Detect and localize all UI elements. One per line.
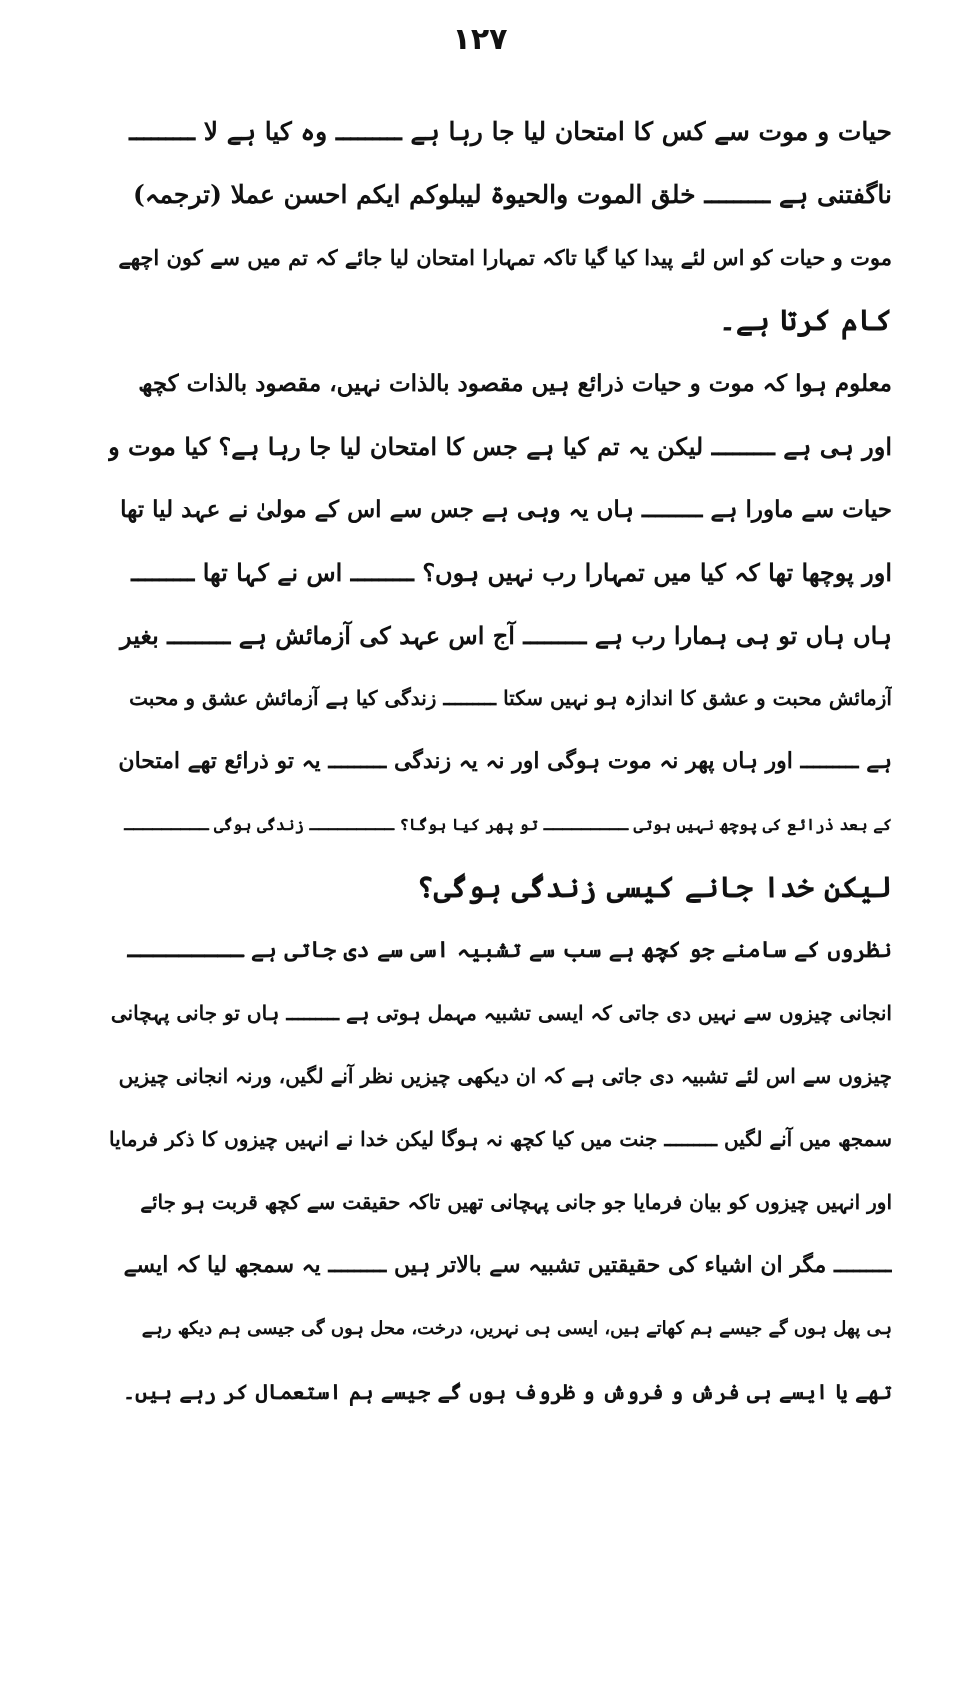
paragraph-2 <box>108 352 892 919</box>
text-line: انجانی چیزوں سے نہیں دی جاتی کہ ایسی تشبیہ مہمل ہوتی ہے ـــــــــ ہاں تو جانی پہچانی <box>110 1001 892 1025</box>
text-line: چیزوں سے اس لئے تشبیہ دی جاتی ہے کہ ان دیکھی چیزیں نظر آنے لگیں، ورنہ انجانی چیزیں <box>118 1064 892 1088</box>
text-line: ـــــــــ مگر ان اشیاء کی حقیقتیں تشبیہ سے بالاتر ہیں ـــــــــ یہ سمجھ لیا کہ ایسے <box>123 1252 892 1278</box>
text-line: حیات و موت سے کس کا امتحان لیا جا رہا ہے ـــــــــ وہ کیا ہے لا ـــــــــ <box>129 117 892 146</box>
text-line: ہی پھل ہوں گے جیسے ہم کھاتے ہیں، ایسی ہی نہریں، درخت، محل ہوں گی جیسی ہم دیکھ رہے <box>141 1318 892 1339</box>
text-line: اور ہی ہے ـــــــــ لیکن یہ تم کیا ہے جس کا امتحان لیا جا رہا ہے؟ کیا موت و <box>108 432 892 461</box>
paragraph-3 <box>108 919 892 1423</box>
text-line: اور پوچھا تھا کہ کیا میں تمہارا رب نہیں ہوں؟ ـــــــــ اس نے کہا تھا ـــــــــ <box>131 558 892 587</box>
text-line: ہاں ہاں تو ہی ہمارا رب ہے ـــــــــ آج اس عہد کی آزمائش ہے ـــــــــ بغیر <box>120 621 892 650</box>
text-line: کام کرتا ہے۔ <box>718 303 892 337</box>
text-line: موت و حیات کو اس لئے پیدا کیا گیا تاکہ تمہارا امتحان لیا جائے کہ تم میں سے کون اچھے <box>118 245 892 270</box>
body-text <box>108 100 892 1423</box>
paragraph-1 <box>108 100 892 352</box>
text-line: سمجھ میں آنے لگیں ـــــــــ جنت میں کیا کچھ نہ ہوگا لیکن خدا نے انہیں چیزوں کا ذکر فرمایا <box>109 1127 892 1151</box>
text-line: حیات سے ماورا ہے ـــــــــ ہاں یہ وہی ہے جس سے اس کے مولیٰ نے عہد لیا تھا <box>120 496 892 523</box>
text-line: نظروں کے سامنے جو کچھ ہے سب سے تشبیہ اسی سے دی جاتی ہے ـــــــــ <box>127 937 892 963</box>
text-line: کے بعد ذرائع کی پوچھ نہیں ہوتی ـــــــــ تو پھر کیا ہوگا؟ ـــــــــ زندگی ہوگی ـــــــــ <box>124 815 892 834</box>
page-number: ۱۲۷ <box>452 22 508 57</box>
text-line: تھے یا ایسے ہی فرش و فروش و ظروف ہوں گے جیسے ہم استعمال کر رہے ہیں۔ <box>122 1379 892 1404</box>
text-line: لیکن خدا جانے کیسی زندگی ہوگی؟ <box>416 870 892 904</box>
text-line: اور انہیں چیزوں کو بیان فرمایا جو جانی پہچانی تھیں تاکہ حقیقت سے کچھ قربت ہو جائے <box>140 1190 892 1214</box>
text-line: ناگفتنی ہے ـــــــــ خلق الموت والحیوۃ لیبلوکم ایکم احسن عملا (ترجمہ) <box>133 180 892 209</box>
text-line: معلوم ہوا کہ موت و حیات ذرائع ہیں مقصود بالذات نہیں، مقصود بالذات کچھ <box>138 370 892 397</box>
text-line: ہے ـــــــــ اور ہاں پھر نہ موت ہوگی اور نہ یہ زندگی ـــــــــ یہ تو ذرائع تھے امتحان <box>118 748 892 774</box>
text-line: آزمائش محبت و عشق کا اندازہ ہو نہیں سکتا ـــــــــ زندگی کیا ہے آزمائش عشق و محبت <box>129 686 892 710</box>
